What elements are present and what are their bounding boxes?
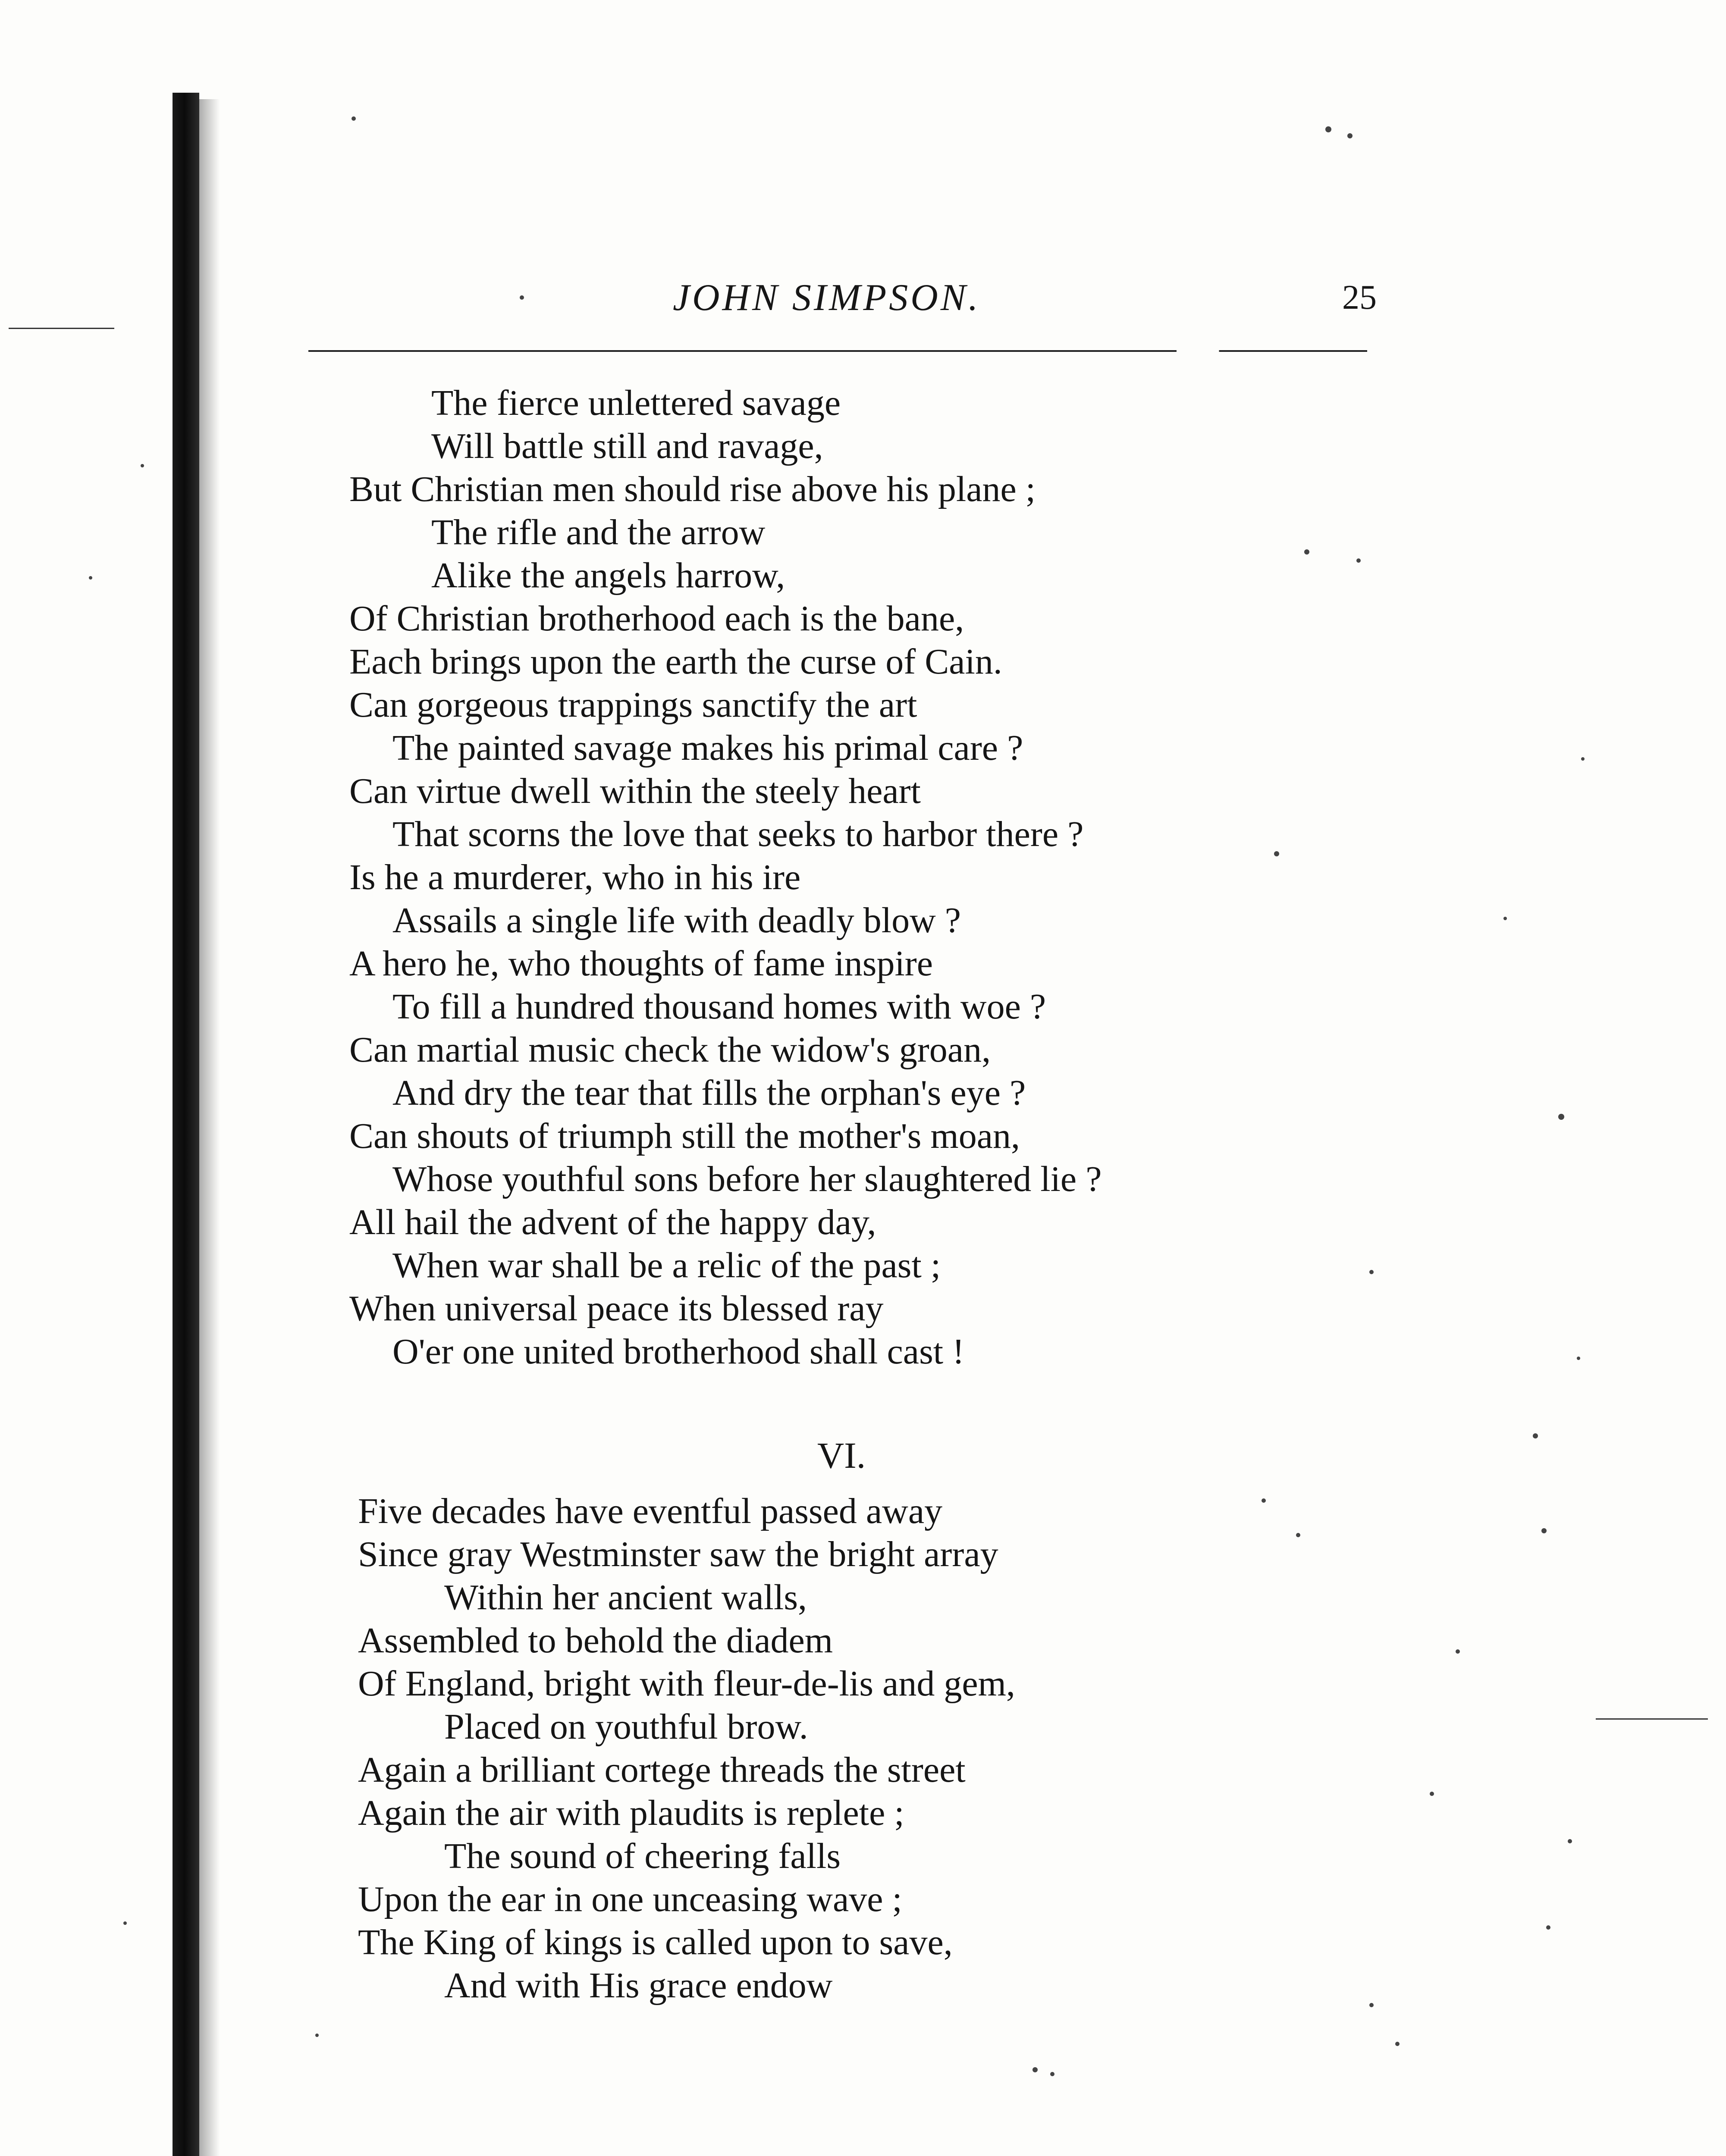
verse-line: Alike the angels harrow,: [431, 555, 785, 595]
verse-line: Upon the ear in one unceasing wave ;: [358, 1879, 902, 1919]
verse-line: O'er one united brotherhood shall cast !: [392, 1332, 965, 1372]
verse-line: Can shouts of triumph still the mother's moan,: [349, 1116, 1020, 1156]
verse-line: Assembled to behold the diadem: [358, 1620, 833, 1661]
verse-line: That scorns the love that seeks to harbor there ?: [392, 814, 1084, 854]
verse-line: When war shall be a relic of the past ;: [392, 1245, 941, 1285]
verse-line: Can martial music check the widow's groan,: [349, 1030, 991, 1070]
verse-line: The fierce unlettered savage: [431, 383, 841, 423]
verse-line: Will battle still and ravage,: [431, 426, 823, 466]
verse-line: Is he a murderer, who in his ire: [349, 857, 801, 897]
verse-line: Of England, bright with fleur-de-lis and gem,: [358, 1664, 1015, 1704]
header-rule: [308, 350, 1367, 352]
verse-line: Can gorgeous trappings sanctify the art: [349, 685, 917, 725]
verse-line: Within her ancient walls,: [444, 1577, 807, 1617]
verse-line: Again the air with plaudits is replete ;: [358, 1793, 904, 1833]
verse-line: Whose youthful sons before her slaughtered lie ?: [392, 1159, 1102, 1199]
verse-line: The rifle and the arrow: [431, 512, 766, 552]
verse-line: Can virtue dwell within the steely heart: [349, 771, 921, 811]
verse-line: But Christian men should rise above his plane ;: [349, 469, 1036, 509]
verse-line: Since gray Westminster saw the bright array: [358, 1534, 998, 1574]
verse-line: And with His grace endow: [444, 1965, 833, 2006]
section-numeral: VI.: [817, 1435, 866, 1476]
verse-line: Assails a single life with deadly blow ?: [392, 900, 961, 940]
page-number: 25: [1342, 279, 1377, 317]
verse-line: Five decades have eventful passed away: [358, 1491, 943, 1531]
running-title: JOHN SIMPSON.: [673, 277, 981, 319]
verse-line: When universal peace its blessed ray: [349, 1288, 884, 1329]
verse-line: To fill a hundred thousand homes with woe ?: [392, 987, 1046, 1027]
verse-line: Again a brilliant cortege threads the street: [358, 1750, 966, 1790]
verse-line: Placed on youthful brow.: [444, 1707, 808, 1747]
verse-line: The painted savage makes his primal care ?: [392, 728, 1023, 768]
verse-line: Of Christian brotherhood each is the bane,: [349, 599, 964, 639]
verse-line: All hail the advent of the happy day,: [349, 1202, 876, 1242]
verse-line: The King of kings is called upon to save,: [358, 1922, 953, 1962]
verse-line: Each brings upon the earth the curse of Cain.: [349, 642, 1002, 682]
verse-line: And dry the tear that fills the orphan's eye ?: [392, 1073, 1026, 1113]
verse-line: A hero he, who thoughts of fame inspire: [349, 943, 933, 984]
verse-line: The sound of cheering falls: [444, 1836, 841, 1876]
